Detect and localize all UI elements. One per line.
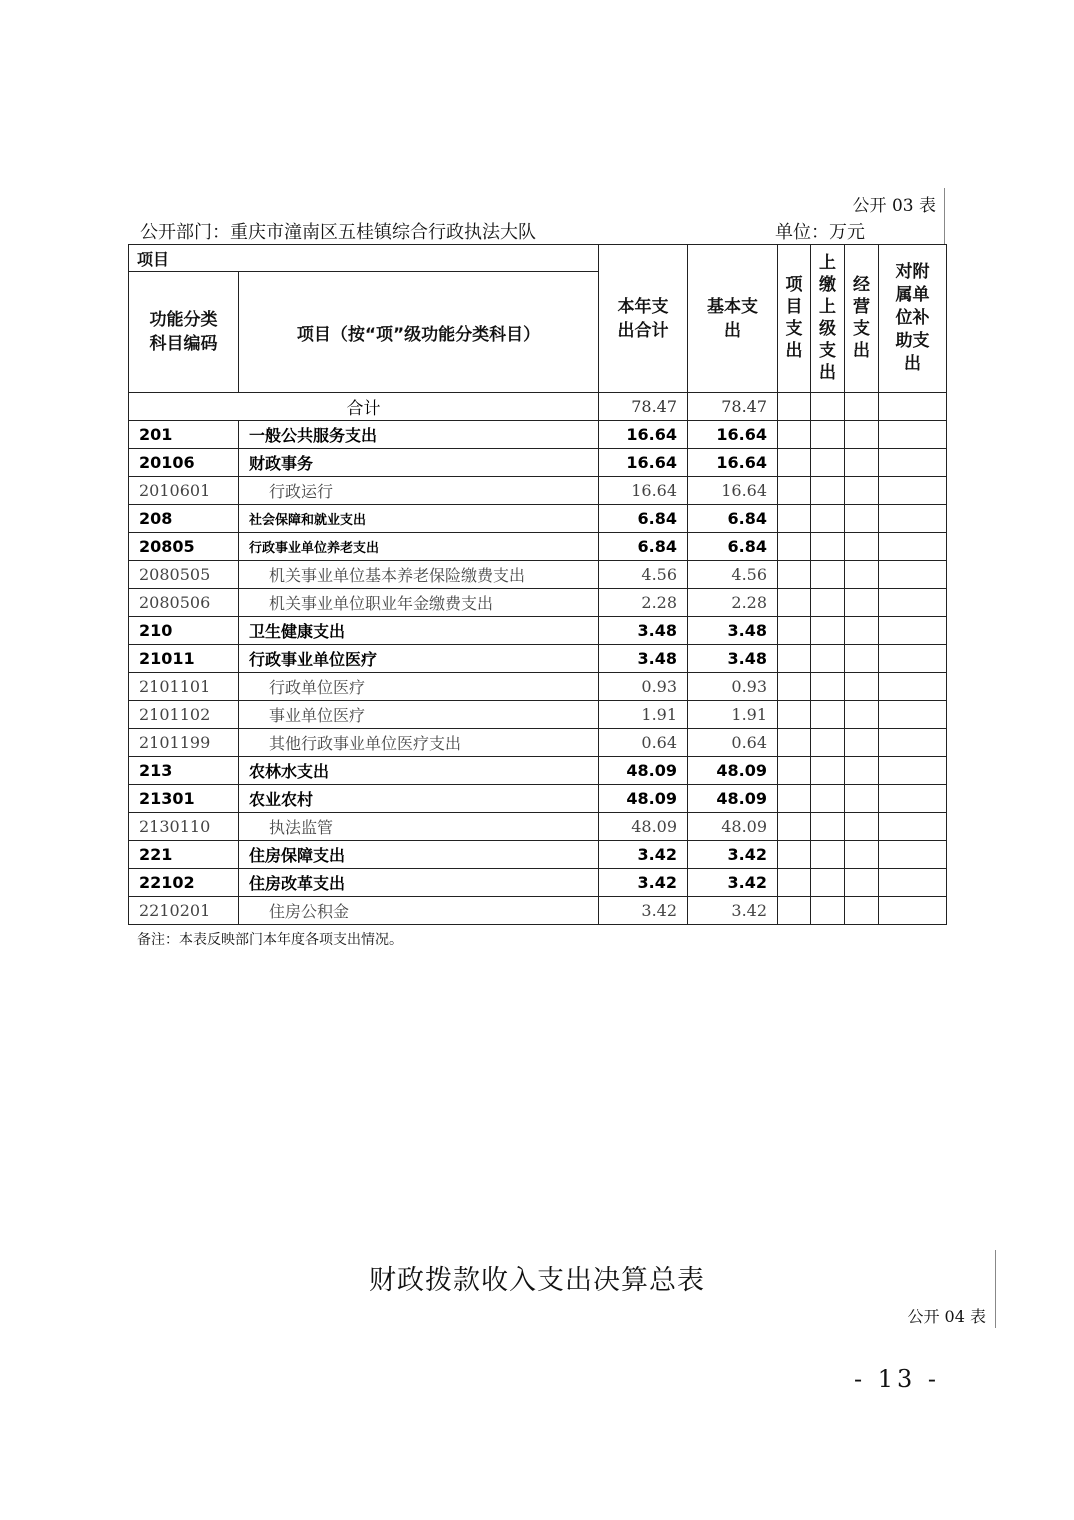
empty-cell xyxy=(879,533,947,561)
empty-cell xyxy=(845,505,879,533)
table-row xyxy=(129,701,947,729)
empty-cell xyxy=(879,505,947,533)
empty-cell xyxy=(879,589,947,617)
empty-cell xyxy=(778,449,811,477)
empty-cell xyxy=(845,533,879,561)
row-code: 2080506 xyxy=(129,589,239,617)
empty-cell xyxy=(811,841,845,869)
row-basic: 16.64 xyxy=(688,421,778,449)
row-total: 3.48 xyxy=(599,645,688,673)
row-total: 48.09 xyxy=(599,813,688,841)
empty-cell xyxy=(811,561,845,589)
row-name: 财政事务 xyxy=(239,449,599,477)
row-basic: 16.64 xyxy=(688,449,778,477)
empty-cell xyxy=(879,701,947,729)
row-basic: 48.09 xyxy=(688,813,778,841)
row-total: 3.42 xyxy=(599,841,688,869)
table-row xyxy=(129,645,947,673)
empty-cell xyxy=(778,617,811,645)
row-total: 3.42 xyxy=(599,897,688,925)
row-total: 2.28 xyxy=(599,589,688,617)
empty-cell xyxy=(845,813,879,841)
department-label: 公开部门：重庆市潼南区五桂镇综合行政执法大队 xyxy=(140,222,536,243)
row-name: 其他行政事业单位医疗支出 xyxy=(239,729,599,757)
page-number: - 13 - xyxy=(853,1365,940,1393)
row-basic: 2.28 xyxy=(688,589,778,617)
empty-cell xyxy=(845,785,879,813)
row-basic: 3.42 xyxy=(688,841,778,869)
table-row xyxy=(129,477,947,505)
empty-cell xyxy=(811,589,845,617)
row-basic: 6.84 xyxy=(688,505,778,533)
row-total: 16.64 xyxy=(599,477,688,505)
row-total: 0.93 xyxy=(599,673,688,701)
empty-cell xyxy=(811,421,845,449)
margin-line-top xyxy=(944,188,945,244)
row-name: 住房公积金 xyxy=(239,897,599,925)
empty-cell xyxy=(845,561,879,589)
table-body xyxy=(129,421,947,925)
empty-cell xyxy=(778,785,811,813)
header-code: 功能分类科目编码 xyxy=(129,272,239,393)
row-code: 201 xyxy=(129,421,239,449)
row-basic: 3.48 xyxy=(688,617,778,645)
empty-cell xyxy=(845,673,879,701)
remark-note: 备注：本表反映部门本年度各项支出情况。 xyxy=(137,932,403,948)
empty-cell xyxy=(879,673,947,701)
empty-cell xyxy=(778,589,811,617)
empty-cell xyxy=(811,477,845,505)
empty-cell xyxy=(778,645,811,673)
empty-cell xyxy=(845,449,879,477)
row-name: 机关事业单位职业年金缴费支出 xyxy=(239,589,599,617)
table-row xyxy=(129,673,947,701)
empty-cell xyxy=(778,421,811,449)
next-table-title: 财政拨款收入支出决算总表 xyxy=(369,1265,705,1296)
row-code: 22102 xyxy=(129,869,239,897)
empty-cell xyxy=(778,701,811,729)
empty-cell xyxy=(778,841,811,869)
table-row xyxy=(129,561,947,589)
row-name: 事业单位医疗 xyxy=(239,701,599,729)
expenditure-table xyxy=(128,244,947,925)
row-name: 卫生健康支出 xyxy=(239,617,599,645)
row-basic: 48.09 xyxy=(688,785,778,813)
table-row xyxy=(129,869,947,897)
row-name: 执法监管 xyxy=(239,813,599,841)
table-row xyxy=(129,813,947,841)
empty-cell xyxy=(778,897,811,925)
row-code: 2210201 xyxy=(129,897,239,925)
empty-cell xyxy=(845,617,879,645)
row-basic: 3.42 xyxy=(688,897,778,925)
row-name: 一般公共服务支出 xyxy=(239,421,599,449)
row-code: 2101199 xyxy=(129,729,239,757)
row-code: 2101102 xyxy=(129,701,239,729)
empty-cell xyxy=(811,757,845,785)
empty-cell xyxy=(778,813,811,841)
empty-cell xyxy=(811,617,845,645)
row-basic: 4.56 xyxy=(688,561,778,589)
row-code: 21301 xyxy=(129,785,239,813)
table-row xyxy=(129,449,947,477)
table-row xyxy=(129,533,947,561)
empty-cell xyxy=(811,449,845,477)
total-basic: 78.47 xyxy=(688,393,778,421)
empty-cell xyxy=(778,505,811,533)
empty-cell xyxy=(879,477,947,505)
row-basic: 3.48 xyxy=(688,645,778,673)
row-code: 20805 xyxy=(129,533,239,561)
table-row xyxy=(129,785,947,813)
row-name: 社会保障和就业支出 xyxy=(239,505,599,533)
row-name: 农业农村 xyxy=(239,785,599,813)
table-number: 公开 03 表 xyxy=(852,196,936,216)
empty-cell xyxy=(879,561,947,589)
row-code: 2080505 xyxy=(129,561,239,589)
empty-cell xyxy=(778,673,811,701)
header-name: 项目（按“项”级功能分类科目） xyxy=(239,272,599,393)
header-subsidy-expense: 对附属单位补助支出 xyxy=(879,245,947,393)
row-name: 机关事业单位基本养老保险缴费支出 xyxy=(239,561,599,589)
row-total: 16.64 xyxy=(599,449,688,477)
row-code: 208 xyxy=(129,505,239,533)
header-group-project: 项目 xyxy=(129,245,599,272)
row-basic: 6.84 xyxy=(688,533,778,561)
total-amount: 78.47 xyxy=(599,393,688,421)
row-basic: 16.64 xyxy=(688,477,778,505)
row-total: 4.56 xyxy=(599,561,688,589)
empty-cell xyxy=(845,477,879,505)
empty-cell xyxy=(879,645,947,673)
row-code: 210 xyxy=(129,617,239,645)
empty-cell xyxy=(811,785,845,813)
row-name: 住房改革支出 xyxy=(239,869,599,897)
header-total: 本年支出合计 xyxy=(599,245,688,393)
empty-cell xyxy=(879,729,947,757)
table-row xyxy=(129,757,947,785)
unit-label: 单位：万元 xyxy=(775,222,865,243)
row-name: 行政单位医疗 xyxy=(239,673,599,701)
row-code: 2010601 xyxy=(129,477,239,505)
empty-cell xyxy=(845,757,879,785)
empty-cell xyxy=(811,897,845,925)
row-basic: 1.91 xyxy=(688,701,778,729)
empty-cell xyxy=(778,533,811,561)
empty-cell xyxy=(879,897,947,925)
row-code: 2130110 xyxy=(129,813,239,841)
row-total: 3.48 xyxy=(599,617,688,645)
row-total: 16.64 xyxy=(599,421,688,449)
next-table-number: 公开 04 表 xyxy=(907,1307,986,1326)
row-code: 221 xyxy=(129,841,239,869)
empty-cell xyxy=(811,505,845,533)
margin-line-bottom xyxy=(995,1250,996,1328)
empty-cell xyxy=(811,673,845,701)
empty-cell xyxy=(811,729,845,757)
row-total: 0.64 xyxy=(599,729,688,757)
row-name: 行政事业单位养老支出 xyxy=(239,533,599,561)
table-row xyxy=(129,421,947,449)
empty-cell xyxy=(879,617,947,645)
empty-cell xyxy=(879,869,947,897)
empty-cell xyxy=(879,449,947,477)
row-basic: 0.93 xyxy=(688,673,778,701)
row-total: 3.42 xyxy=(599,869,688,897)
empty-cell xyxy=(811,533,845,561)
table-row xyxy=(129,505,947,533)
row-basic: 48.09 xyxy=(688,757,778,785)
row-code: 2101101 xyxy=(129,673,239,701)
empty-cell xyxy=(879,421,947,449)
empty-cell xyxy=(778,869,811,897)
empty-cell xyxy=(845,841,879,869)
empty-cell xyxy=(811,813,845,841)
row-total: 6.84 xyxy=(599,505,688,533)
row-basic: 0.64 xyxy=(688,729,778,757)
row-total: 6.84 xyxy=(599,533,688,561)
row-name: 行政事业单位医疗 xyxy=(239,645,599,673)
table-row xyxy=(129,617,947,645)
empty-cell xyxy=(811,701,845,729)
empty-cell xyxy=(778,477,811,505)
empty-cell xyxy=(879,785,947,813)
row-name: 住房保障支出 xyxy=(239,841,599,869)
empty-cell xyxy=(845,701,879,729)
empty-cell xyxy=(811,869,845,897)
empty-cell xyxy=(845,869,879,897)
row-code: 20106 xyxy=(129,449,239,477)
row-name: 行政运行 xyxy=(239,477,599,505)
empty-cell xyxy=(778,729,811,757)
table-row xyxy=(129,897,947,925)
header-upper-expense: 上缴上级支出 xyxy=(811,245,845,393)
empty-cell xyxy=(845,421,879,449)
empty-cell xyxy=(845,729,879,757)
row-total: 1.91 xyxy=(599,701,688,729)
header-basic: 基本支出 xyxy=(688,245,778,393)
empty-cell xyxy=(778,561,811,589)
row-code: 213 xyxy=(129,757,239,785)
row-basic: 3.42 xyxy=(688,869,778,897)
table-row xyxy=(129,729,947,757)
empty-cell xyxy=(845,897,879,925)
empty-cell xyxy=(845,589,879,617)
empty-cell xyxy=(778,757,811,785)
total-label: 合计 xyxy=(129,393,599,421)
table-row xyxy=(129,589,947,617)
empty-cell xyxy=(879,841,947,869)
empty-cell xyxy=(879,813,947,841)
empty-cell xyxy=(845,645,879,673)
row-code: 21011 xyxy=(129,645,239,673)
empty-cell xyxy=(879,757,947,785)
header-business-expense: 经营支出 xyxy=(845,245,879,393)
table-row xyxy=(129,841,947,869)
empty-cell xyxy=(811,645,845,673)
row-total: 48.09 xyxy=(599,757,688,785)
row-total: 48.09 xyxy=(599,785,688,813)
row-name: 农林水支出 xyxy=(239,757,599,785)
total-row xyxy=(129,393,947,421)
header-project-expense: 项目支出 xyxy=(778,245,811,393)
